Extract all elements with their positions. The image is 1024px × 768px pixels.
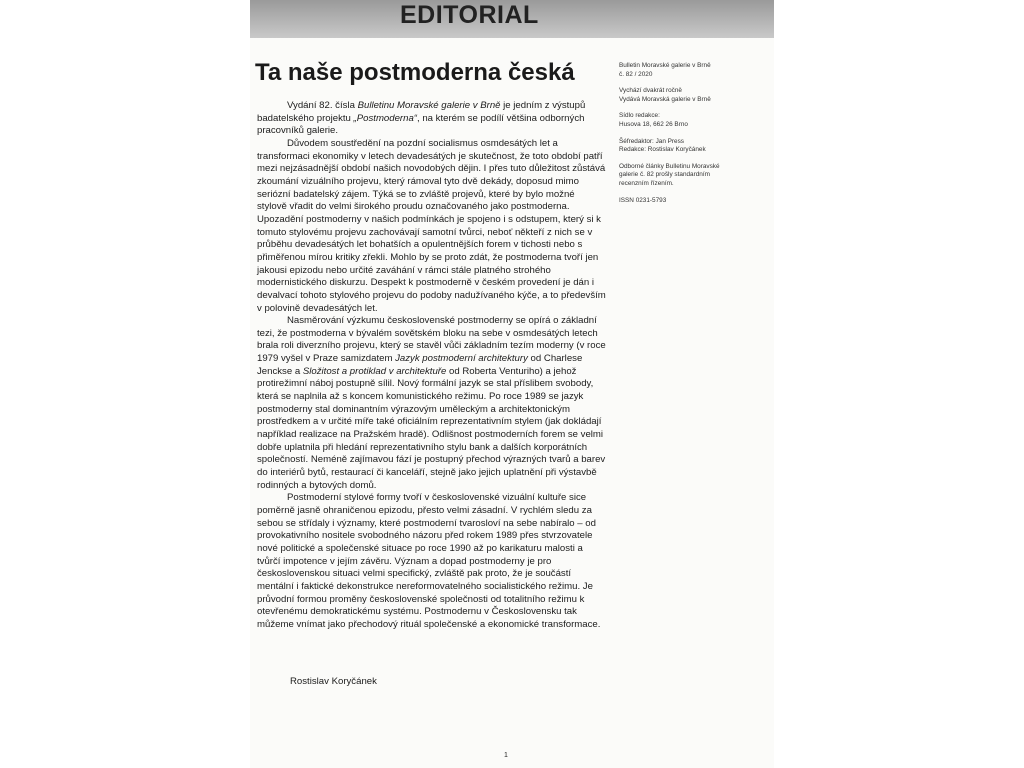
issn: ISSN 0231-5793 bbox=[619, 196, 667, 204]
colophon-review bbox=[619, 163, 759, 189]
text-run: Důvodem soustředění na pozdní socialismus osmdesátých let a transformaci ekonomiky v letech devadesátých je skutečnost, že toto období patří mezi nejzásadnější období našich novodobých dějin. I přes tuto důležitost zůstává zkoumání vizuálního projevu, který rámoval tyto dvě dekády, doposud mimo seriózní badatelský zájem. Týká se to zvláště projevů, které by bylo možné stylově vřadit do velmi širokého proudu označovaného jako postmoderna. Upozadění postmoderny v našich podmínkách je spojeno i s odstupem, který si k tomuto stylovému projevu zachovávají samotní tvůrci, neboť někteří z nich se v průběhu devadesátých let bohatších a opulentnějších forem v tichosti nebo s přiměřenou mírou kritiky zřekli. Mohlo by se proto zdát, že postmoderna tvoří jen jakousi epizodu nebo určité zaváhání v rámci stále platného strohého modernistického diskurzu. Despekt k postmoderně v českém provedení je dán i devalvací tohoto stylového projevu do podoby nadužívaného kýče, a to především v polovině devadesátých let. bbox=[257, 137, 606, 314]
colophon-frequency bbox=[619, 87, 759, 104]
section-title: EDITORIAL bbox=[400, 1, 539, 29]
colophon-line: galerie č. 82 prošly standardním bbox=[619, 171, 710, 179]
text-run: , na kterém se podílí většina odborných pracovníků galerie. bbox=[257, 112, 585, 137]
page-number: 1 bbox=[504, 752, 508, 759]
text-run: od Roberta Venturiho) a jehož protirežimní náboj postupně sílil. Nový formální jazyk se stal příslibem svobody, která se naplnila až s koncem komunistického režimu. Po roce 1989 se jazyk postmoderny stal dominantním výrazovým uměleckým a architektonickým prostředkem a v určité míře také oficiálním reprezentativním stylem (jak dokládají například realizace na Pražském hradě). Odlišnost postmoderních forem se velmi dobře uplatnila při hledání reprezentativního stylu bank a dalších korporátních společností. Neméně zajímavou fází je postupný přechod výrazných tvarů a barev do interiérů bytů, restaurací či kanceláří, stejně jako jejich uplatnění při výstavbě rodinných a bytových domů. bbox=[257, 365, 606, 491]
colophon-line: Redakce: Rostislav Koryčánek bbox=[619, 146, 706, 154]
colophon-line: Husova 18, 662 26 Brno bbox=[619, 120, 688, 128]
italic-title-run: „Postmoderna“ bbox=[353, 112, 417, 124]
colophon-line: Vychází dvakrát ročně bbox=[619, 87, 682, 95]
colophon-issn bbox=[619, 197, 759, 206]
colophon-publication bbox=[619, 62, 759, 79]
article-paragraph bbox=[257, 315, 607, 492]
header-band bbox=[250, 0, 774, 38]
author-signature: Rostislav Koryčánek bbox=[290, 676, 377, 687]
text-run: Nasměrování výzkumu československé postmoderny se opírá o základní tezi, že postmoderna v bývalém sovětském bloku na sebe v osmdesátých letech brala roli diverzního projevu, který se stavěl vůči základním tezím moderny (v roce 1979 vyšel v Praze samizdatem bbox=[257, 315, 606, 365]
italic-title-run: Bulletinu Moravské galerie v Brně bbox=[357, 100, 501, 111]
colophon-line: Vydává Moravská galerie v Brně bbox=[619, 95, 711, 103]
text-run: Postmoderní stylové formy tvoří v československé vizuální kultuře sice poměrně jasně ohraničenou epizodu, přesto velmi zásadní. V rychlém sledu za sebou se střídaly i významy, které postmoderní tvarosloví na sebe nabíralo – od provokativního nositele svobodného názoru před rokem 1989 přes stvrzovatele nové politické a společenské situace po roce 1990 až po karikaturu malosti a tvůrčí impotence v jejím závěru. Význam a dopad postmoderny je pro československou situaci velmi specifický, zvláště pak proto, že je součástí mentální i faktické dekonstrukce nereformovatelného socialistického režimu. Je průvodní formou proměny československé společnosti od totalitního režimu k otevřenému demokratickému systému. Postmodernu v Československu tak můžeme vnímat jako přechodový rituál společenské a ekonomické transformace. bbox=[257, 492, 601, 630]
magazine-page bbox=[250, 0, 774, 768]
article-paragraph bbox=[257, 492, 607, 631]
colophon-editors bbox=[619, 138, 759, 155]
colophon-line: recenzním řízením. bbox=[619, 179, 674, 187]
article-headline: Ta naše postmoderna česká bbox=[255, 59, 575, 86]
colophon-office bbox=[619, 112, 759, 129]
colophon-line: Odborné články Bulletinu Moravské bbox=[619, 162, 720, 170]
text-run: je jedním z výstupů badatelského projektu bbox=[257, 100, 586, 124]
text-run: Vydání 82. čísla bbox=[287, 100, 358, 111]
colophon-line: Šéfredaktor: Jan Press bbox=[619, 137, 685, 145]
article-paragraph bbox=[257, 138, 607, 315]
article-body bbox=[257, 100, 607, 632]
article-paragraph bbox=[257, 100, 607, 138]
colophon-line: č. 82 / 2020 bbox=[619, 70, 653, 78]
italic-title-run: Jazyk postmoderní architektury bbox=[395, 353, 528, 365]
text-run: od Charlese Jenckse a bbox=[257, 353, 583, 377]
colophon-line: Bulletin Moravské galerie v Brně bbox=[619, 62, 711, 69]
colophon bbox=[619, 62, 759, 213]
italic-title-run: Složitost a protiklad v architektuře bbox=[302, 365, 447, 377]
colophon-line: Sídlo redakce: bbox=[619, 112, 660, 120]
